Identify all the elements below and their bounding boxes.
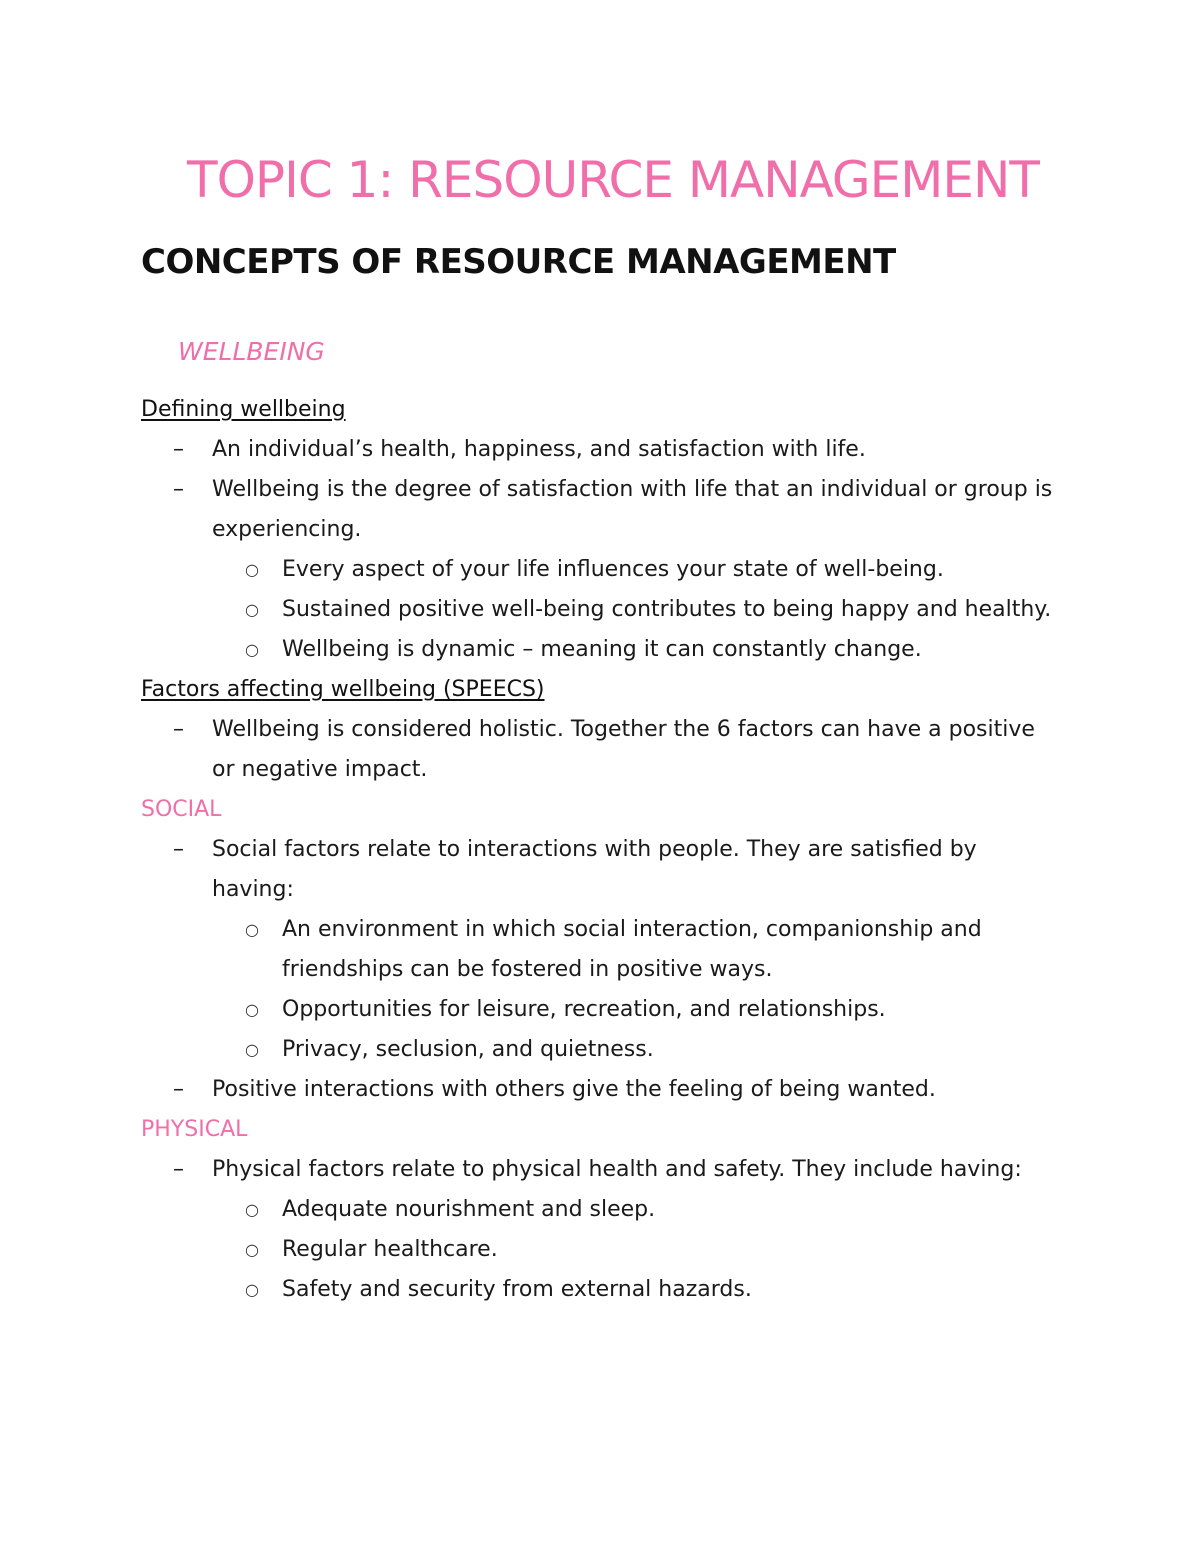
sub-list-item xyxy=(141,590,1061,630)
circle-bullet-icon: ○ xyxy=(245,1040,259,1059)
notes-body xyxy=(141,390,1061,1310)
circle-bullet-icon: ○ xyxy=(245,1000,259,1019)
circle-bullet-icon: ○ xyxy=(245,1280,259,1299)
list-item-text: Positive interactions with others give the feeling of being wanted. xyxy=(212,1077,936,1102)
dash-bullet-icon: – xyxy=(173,1077,184,1102)
circle-bullet-icon: ○ xyxy=(245,600,259,619)
sub-list-item-text: Wellbeing is dynamic – meaning it can constantly change. xyxy=(282,637,922,662)
list-item xyxy=(141,470,1061,550)
list-item xyxy=(141,830,1061,910)
wellbeing-subheading: WELLBEING xyxy=(178,337,325,366)
dash-bullet-icon: – xyxy=(173,477,184,502)
list-item-text: Physical factors relate to physical health and safety. They include having: xyxy=(212,1157,1022,1182)
list-item-text: Social factors relate to interactions with people. They are satisfied by having: xyxy=(212,837,977,902)
sub-list-item-text: Every aspect of your life influences your state of well-being. xyxy=(282,557,944,582)
sub-list-item-text: Opportunities for leisure, recreation, and relationships. xyxy=(282,997,886,1022)
dash-bullet-icon: – xyxy=(173,717,184,742)
sub-list-item-text: An environment in which social interaction, companionship and friendships can be fostered in positive ways. xyxy=(282,917,982,982)
sub-list-item xyxy=(141,630,1061,670)
circle-bullet-icon: ○ xyxy=(245,1200,259,1219)
circle-bullet-icon: ○ xyxy=(245,560,259,579)
dash-bullet-icon: – xyxy=(173,837,184,862)
sub-list-item xyxy=(141,910,1061,990)
sub-list-item xyxy=(141,1270,1061,1310)
sub-list-item xyxy=(141,1230,1061,1270)
list-item-text: Wellbeing is considered holistic. Together the 6 factors can have a positive or negative impact. xyxy=(212,717,1035,782)
sub-list-item-text: Adequate nourishment and sleep. xyxy=(282,1197,656,1222)
list-item xyxy=(141,1150,1061,1190)
dash-bullet-icon: – xyxy=(173,437,184,462)
dash-bullet-icon: – xyxy=(173,1157,184,1182)
list-item xyxy=(141,430,1061,470)
sub-list-item xyxy=(141,990,1061,1030)
sub-list-item xyxy=(141,1030,1061,1070)
sub-list-item-text: Sustained positive well-being contributes to being happy and healthy. xyxy=(282,597,1052,622)
circle-bullet-icon: ○ xyxy=(245,640,259,659)
circle-bullet-icon: ○ xyxy=(245,920,259,939)
sub-list-item xyxy=(141,550,1061,590)
factors-heading: Factors affecting wellbeing (SPEECS) xyxy=(141,677,545,702)
page-title: TOPIC 1: RESOURCE MANAGEMENT xyxy=(187,151,1039,209)
circle-bullet-icon: ○ xyxy=(245,1240,259,1259)
sub-list-item-text: Regular healthcare. xyxy=(282,1237,498,1262)
social-heading: SOCIAL xyxy=(141,797,222,822)
list-item xyxy=(141,1070,1061,1110)
list-item-text: Wellbeing is the degree of satisfaction with life that an individual or group is experiencing. xyxy=(212,477,1053,542)
physical-heading: PHYSICAL xyxy=(141,1117,248,1142)
defining-wellbeing-heading: Defining wellbeing xyxy=(141,397,346,422)
sub-list-item xyxy=(141,1190,1061,1230)
sub-list-item-text: Privacy, seclusion, and quietness. xyxy=(282,1037,654,1062)
sub-list-item-text: Safety and security from external hazards. xyxy=(282,1277,752,1302)
list-item-text: An individual’s health, happiness, and satisfaction with life. xyxy=(212,437,866,462)
section-heading: CONCEPTS OF RESOURCE MANAGEMENT xyxy=(141,242,896,282)
list-item xyxy=(141,710,1061,790)
